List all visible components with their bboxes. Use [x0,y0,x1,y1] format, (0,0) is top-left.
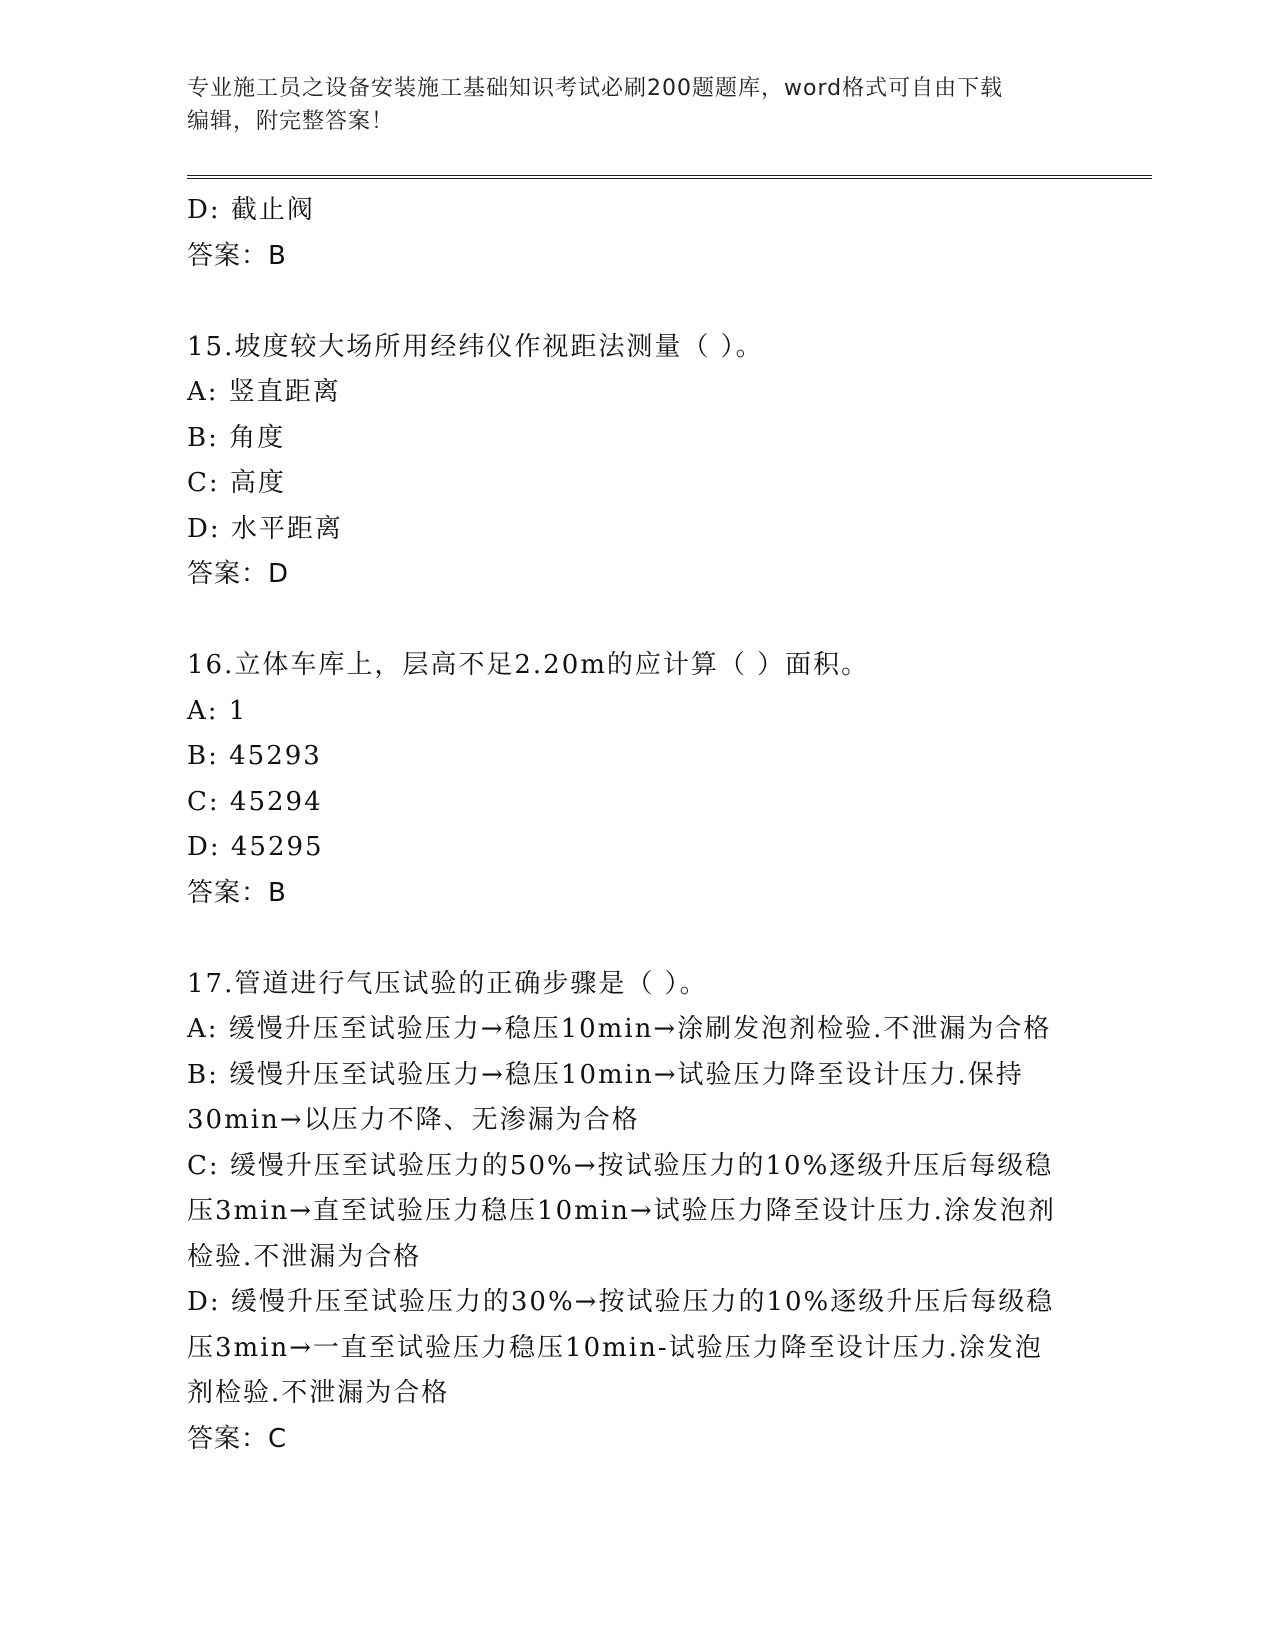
option-b: B: 角度 [187,422,286,453]
question-list [187,188,1087,1462]
option-c-line-1: C: 缓慢升压至试验压力的50%→按试验压力的10%逐级升压后每级稳 [187,1150,1054,1181]
option-a: A: 1 [187,695,248,726]
option-c: C: 45294 [187,786,323,817]
option-c-line-3: 检验.不泄漏为合格 [187,1241,422,1272]
page-header [187,72,1067,138]
header-line-1: 专业施工员之设备安装施工基础知识考试必刷200题题库，word格式可自由下载 [187,76,1004,101]
answer-line: 答案：B [187,877,287,908]
option-d: D: 水平距离 [187,513,343,544]
spacer [187,279,1087,325]
question-17 [187,962,1087,1463]
option-b: B: 45293 [187,741,322,771]
option-c-line-2: 压3min→直至试验压力稳压10min→试验压力降至设计压力.涂发泡剂 [187,1196,1056,1226]
option-d-line-3: 剂检验.不泄漏为合格 [187,1378,450,1408]
header-line-2: 编辑，附完整答案！ [187,109,395,134]
option-d-line-2: 压3min→一直至试验压力稳压10min-试验压力降至设计压力.涂发泡 [187,1332,1043,1363]
header-divider [187,175,1152,179]
question-text: 15.坡度较大场所用经纬仪作视距法测量（ ）。 [187,331,764,362]
spacer [187,598,1087,644]
option-a: A: 缓慢升压至试验压力→稳压10min→涂刷发泡剂检验.不泄漏为合格 [187,1014,1052,1044]
answer-line: 答案：C [187,1423,288,1454]
answer-line: 答案：D [187,559,290,589]
option-b-line-2: 30min→以压力不降、无渗漏为合格 [187,1105,640,1135]
question-15 [187,325,1087,598]
option-d-line-1: D: 缓慢升压至试验压力的30%→按试验压力的10%逐级升压后每级稳 [187,1287,1055,1317]
option-d: D: 45295 [187,832,324,862]
answer-line: 答案：B [187,240,287,271]
question-text: 16.立体车库上，层高不足2.20m的应计算（ ）面积。 [187,650,870,680]
question-16 [187,643,1087,916]
question-text: 17.管道进行气压试验的正确步骤是（ ）。 [187,968,708,999]
option-c: C: 高度 [187,468,286,498]
option-a: A: 竖直距离 [187,377,341,407]
option-d: D: 截止阀 [187,195,315,225]
option-b-line-1: B: 缓慢升压至试验压力→稳压10min→试验压力降至设计压力.保持 [187,1059,1024,1090]
previous-question-tail [187,188,1087,279]
spacer [187,916,1087,962]
